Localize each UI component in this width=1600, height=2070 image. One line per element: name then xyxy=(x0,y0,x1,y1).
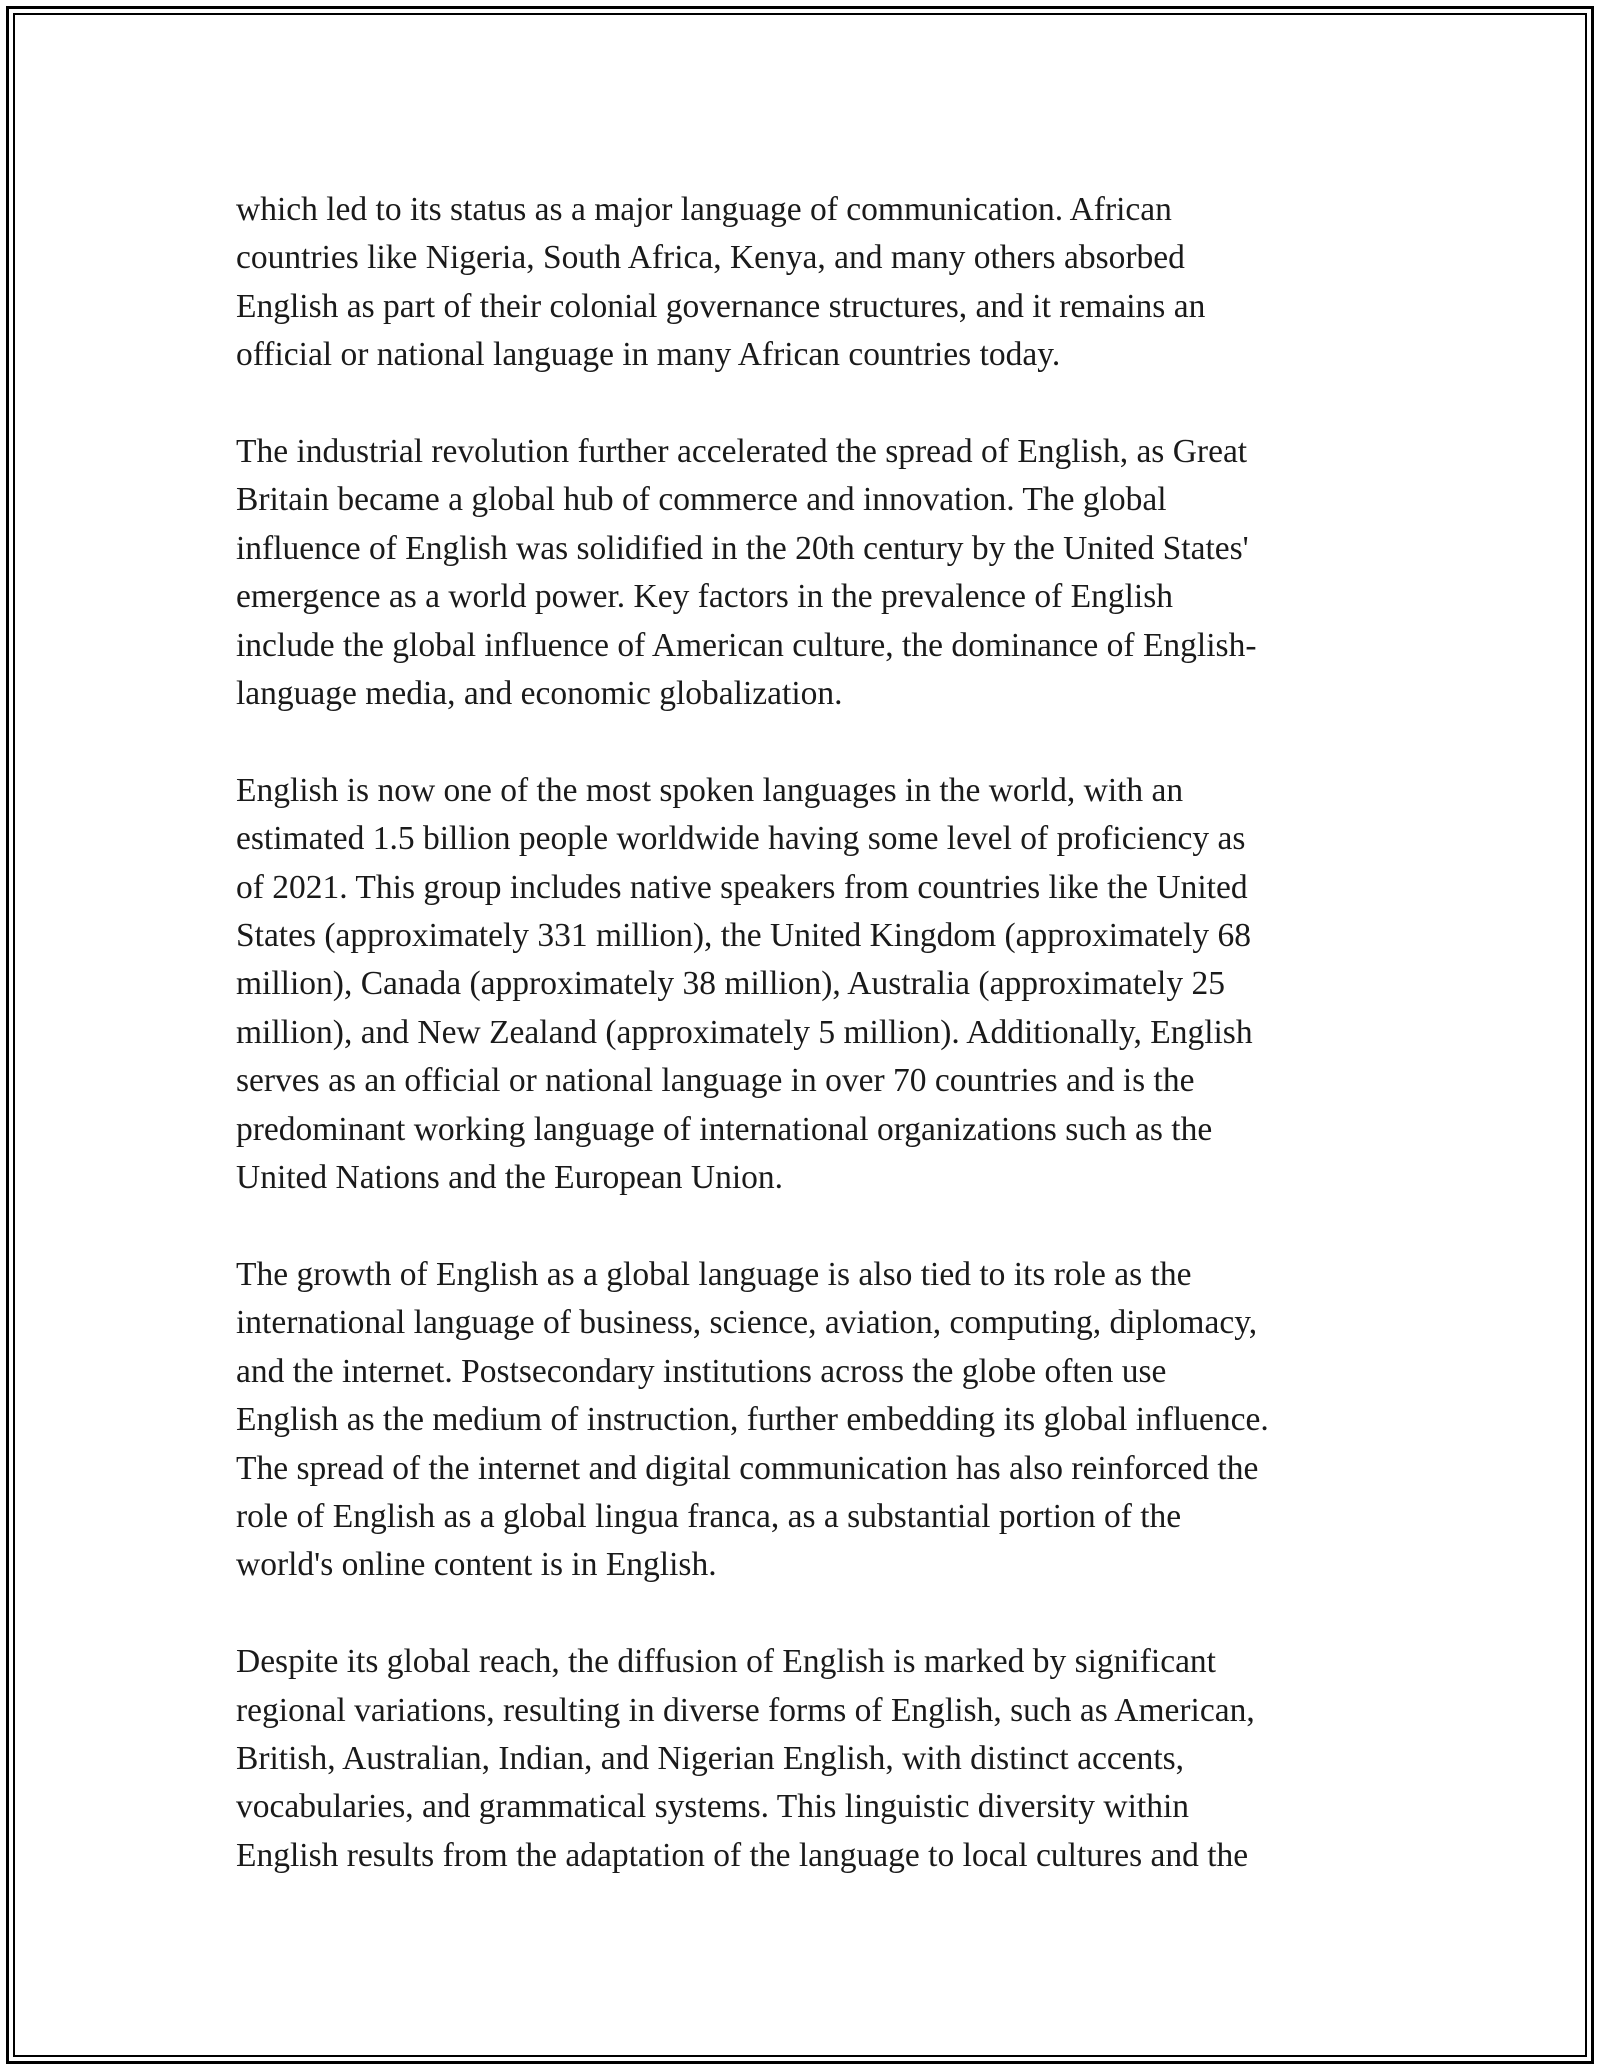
text-line: official or national language in many African countries today. xyxy=(236,336,1061,374)
text-line: emergence as a world power. Key factors in the prevalence of English xyxy=(236,578,1174,616)
document-body xyxy=(236,186,1386,1929)
text-line: Britain became a global hub of commerce and innovation. The global xyxy=(236,481,1167,519)
text-line: role of English as a global lingua franca, as a substantial portion of the xyxy=(236,1497,1182,1535)
text-line: million), and New Zealand (approximately 5 million). Additionally, English xyxy=(236,1013,1253,1051)
text-line: million), Canada (approximately 38 million), Australia (approximately 25 xyxy=(236,965,1225,1003)
text-line: predominant working language of international organizations such as the xyxy=(236,1110,1213,1148)
paragraph xyxy=(236,767,1386,1203)
text-line: of 2021. This group includes native speakers from countries like the United xyxy=(236,868,1248,906)
paragraph xyxy=(236,1638,1386,1880)
text-line: influence of English was solidified in the 20th century by the United States' xyxy=(236,529,1249,567)
text-line: The spread of the internet and digital communication has also reinforced the xyxy=(236,1449,1259,1487)
paragraph xyxy=(236,1251,1386,1590)
text-line: international language of business, science, aviation, computing, diplomacy, xyxy=(236,1304,1258,1342)
text-line: serves as an official or national language in over 70 countries and is the xyxy=(236,1062,1195,1100)
text-line: United Nations and the European Union. xyxy=(236,1159,784,1197)
text-line: which led to its status as a major language of communication. African xyxy=(236,191,1172,228)
text-line: estimated 1.5 billion people worldwide having some level of proficiency as xyxy=(236,820,1246,858)
paragraph xyxy=(236,186,1386,380)
text-line: The industrial revolution further accelerated the spread of English, as Great xyxy=(236,433,1248,471)
text-line: include the global influence of American culture, the dominance of English- xyxy=(236,626,1257,664)
text-line: regional variations, resulting in diverse forms of English, such as American, xyxy=(236,1691,1255,1729)
text-line: States (approximately 331 million), the United Kingdom (approximately 68 xyxy=(236,917,1252,955)
text-line: countries like Nigeria, South Africa, Kenya, and many others absorbed xyxy=(236,239,1185,277)
text-line: language media, and economic globalization. xyxy=(236,675,843,713)
text-line: world's online content is in English. xyxy=(236,1546,717,1584)
text-line: English as part of their colonial governance structures, and it remains an xyxy=(236,287,1206,325)
text-line: The growth of English as a global language is also tied to its role as the xyxy=(236,1255,1192,1293)
text-line: English is now one of the most spoken languages in the world, with an xyxy=(236,771,1184,809)
text-line: and the internet. Postsecondary institutions across the globe often use xyxy=(236,1352,1167,1390)
text-line: British, Australian, Indian, and Nigerian English, with distinct accents, xyxy=(236,1739,1185,1777)
text-line: English results from the adaptation of the language to local cultures and the xyxy=(236,1836,1249,1874)
text-line: Despite its global reach, the diffusion of English is marked by significant xyxy=(236,1643,1216,1681)
text-line: vocabularies, and grammatical systems. This linguistic diversity within xyxy=(236,1788,1190,1826)
paragraph xyxy=(236,428,1386,718)
text-line: English as the medium of instruction, further embedding its global influence. xyxy=(236,1401,1269,1439)
